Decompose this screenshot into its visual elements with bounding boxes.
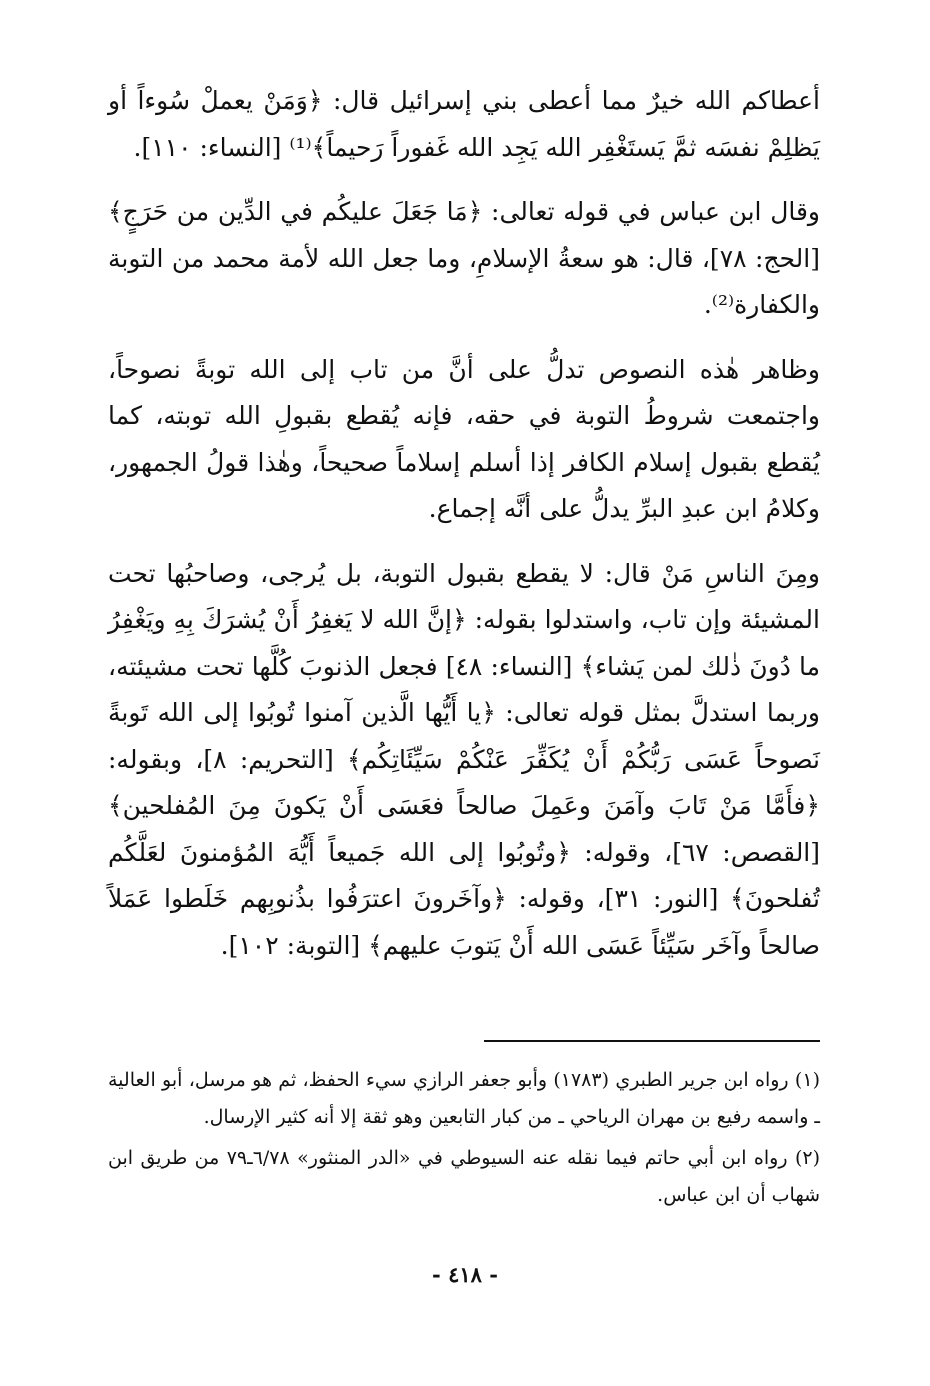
- footnote-separator: [484, 1040, 820, 1042]
- footnotes: [108, 1062, 820, 1218]
- footnote-1: (١) رواه ابن جرير الطبري (١٧٨٣) وأبو جعفر الرازي سيء الحفظ، ثم هو مرسل، أبو العالية ـ واسمه رفيع بن مهران الرياحي ـ من كبار التابعين وهو ثقة إلا أنه كثير الإرسال.: [108, 1069, 820, 1128]
- paragraph-3: وظاهر هٰذه النصوص تدلُّ على أنَّ من تاب إلى الله توبةً نصوحاً، واجتمعت شروطُ التوبة في حقه، فإنه يُقطع بقبولِ الله توبته، كما يُقطع بقبول إسلام الكافر إذا أسلم إسلاماً صحيحاً، وهٰذا قولُ الجمهور، وكلامُ ابن عبدِ البرِّ يدلُّ على أنَّه إجماع.: [108, 354, 820, 523]
- page-body: [108, 78, 820, 988]
- main-text: [108, 78, 820, 988]
- paragraph-2: وقال ابن عباس في قوله تعالى: ﴿مَا جَعَلَ عليكُم في الدِّين من حَرَجٍ﴾ [الحج: ٧٨]، قال: هو سعةُ الإسلامِ، وما جعل الله لأمة محمد من التوبة والكفارة⁽²⁾.: [108, 197, 821, 319]
- footnote-2: (٢) رواه ابن أبي حاتم فيما نقله عنه السيوطي في «الدر المنثور» ٦/٧٨ـ٧٩ من طريق ابن شهاب أن ابن عباس.: [108, 1147, 820, 1206]
- paragraph-1: أعطاكم الله خيرٌ مما أعطى بني إسرائيل قال: ﴿وَمَنْ يعملْ سُوءاً أو يَظلِمْ نفسَه ثمَّ يَستَغْفِر الله يَجِد الله غَفوراً رَحيماً﴾⁽¹⁾ [النساء: ١١٠].: [108, 86, 820, 162]
- page-number: - ٤١٨ -: [432, 1262, 498, 1287]
- paragraph-4: ومِنَ الناسِ مَنْ قال: لا يقطع بقبول التوبة، بل يُرجى، وصاحبُها تحت المشيئة وإن تاب، واستدلوا بقوله: ﴿إنَّ الله لا يَغفِرُ أَنْ يُشرَكَ بِهِ ويَغْفِرُ ما دُونَ ذٰلك لمن يَشاء﴾ [النساء: ٤٨] فجعل الذنوبَ كُلَّها تحت مشيئته، وربما استدلَّ بمثل قوله تعالى: ﴿يا أَيُّها الَّذين آمنوا تُوبُوا إلى الله تَوبةً نَصوحاً عَسَى رَبُّكُمْ أَنْ يُكَفِّرَ عَنْكُمْ سَيِّئَاتِكُم﴾ [التحريم: ٨]، وبقوله: ﴿فأَمَّا مَنْ تَابَ وآمَنَ وعَمِلَ صالحاً فعَسَى أَنْ يَكونَ مِنَ المُفلحين﴾ [القصص: ٦٧]، وقوله: ﴿وتُوبُوا إلى الله جَميعاً أَيُّهَ المُؤمنونَ لعَلَّكُم تُفلحونَ﴾ [النور: ٣١]، وقوله: ﴿وآخَرونَ اعترَفُوا بذُنوبِهم خَلَطوا عَمَلاً صالحاً وآخَر سَيِّئاً عَسَى الله أَنْ يَتوبَ عليهم﴾ [التوبة: ١٠٢].: [108, 558, 821, 960]
